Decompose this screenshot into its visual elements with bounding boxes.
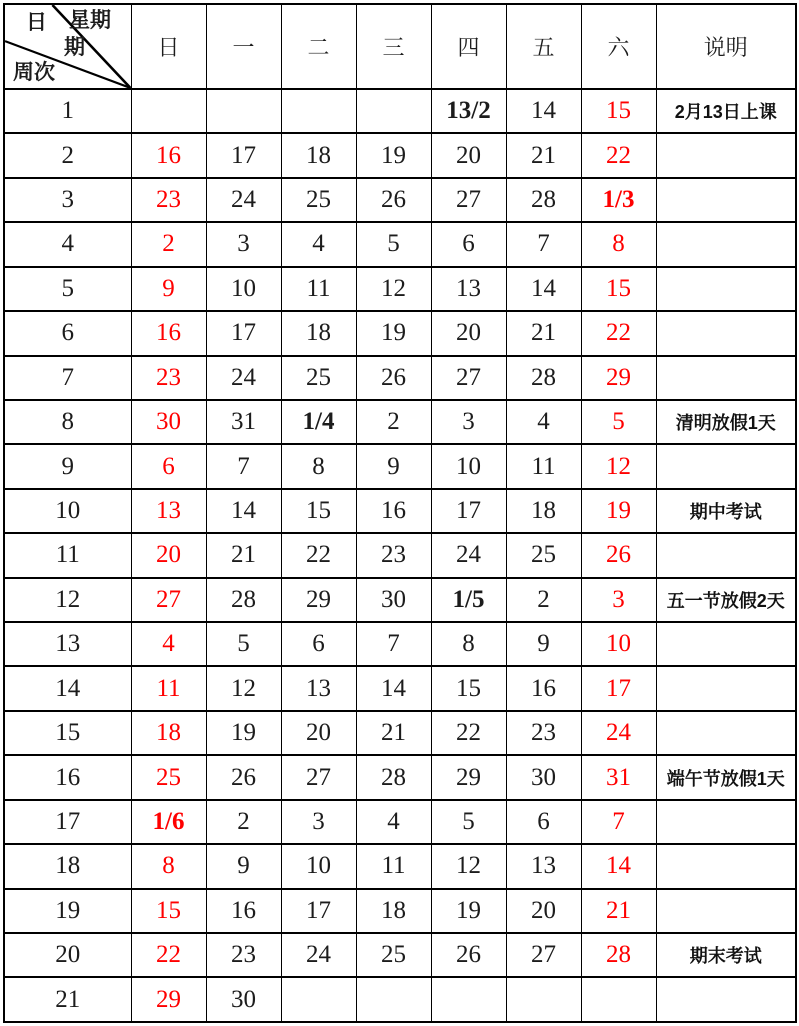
day-cell: 4 [131, 622, 206, 666]
day-cell: 8 [431, 622, 506, 666]
note-cell [656, 800, 796, 844]
day-cell: 22 [581, 133, 656, 177]
day-cell: 6 [131, 444, 206, 488]
week-number-cell: 8 [4, 400, 131, 444]
day-cell: 15 [131, 889, 206, 933]
week-number-cell: 21 [4, 977, 131, 1022]
day-cell: 18 [356, 889, 431, 933]
corner-label-date-char2: 期 [64, 35, 85, 59]
day-cell: 18 [281, 133, 356, 177]
week-row [4, 666, 796, 710]
day-cell: 16 [131, 133, 206, 177]
day-cell: 28 [506, 356, 581, 400]
corner-header-cell [4, 4, 131, 89]
day-cell: 25 [131, 755, 206, 799]
day-cell: 14 [506, 89, 581, 133]
header-row [4, 4, 796, 89]
day-cell: 24 [581, 711, 656, 755]
day-cell: 20 [281, 711, 356, 755]
day-cell: 12 [356, 267, 431, 311]
day-cell [356, 89, 431, 133]
week-number-cell: 6 [4, 311, 131, 355]
day-cell: 19 [206, 711, 281, 755]
day-cell: 16 [131, 311, 206, 355]
day-cell: 3 [581, 578, 656, 622]
week-row [4, 844, 796, 888]
day-cell: 13 [131, 489, 206, 533]
day-cell: 7 [206, 444, 281, 488]
day-cell [281, 89, 356, 133]
day-cell [581, 977, 656, 1022]
day-cell: 17 [206, 311, 281, 355]
day-cell: 3 [431, 400, 506, 444]
note-cell [656, 533, 796, 577]
day-cell: 29 [431, 755, 506, 799]
note-cell [656, 356, 796, 400]
day-cell: 17 [281, 889, 356, 933]
week-row [4, 311, 796, 355]
day-cell: 12 [431, 844, 506, 888]
day-cell: 25 [281, 356, 356, 400]
note-cell [656, 311, 796, 355]
day-cell: 4 [281, 222, 356, 266]
corner-label-week: 周次 [13, 60, 55, 84]
week-row [4, 977, 796, 1022]
week-number-cell: 7 [4, 356, 131, 400]
note-cell [656, 666, 796, 710]
day-cell [356, 977, 431, 1022]
day-cell: 20 [431, 133, 506, 177]
calendar-body [4, 89, 796, 1022]
week-row [4, 711, 796, 755]
day-cell: 19 [431, 889, 506, 933]
week-number-cell: 11 [4, 533, 131, 577]
day-cell: 21 [206, 533, 281, 577]
header-day-sat: 六 [581, 4, 656, 89]
day-cell: 7 [581, 800, 656, 844]
day-cell: 17 [581, 666, 656, 710]
day-cell: 22 [431, 711, 506, 755]
day-cell: 23 [206, 933, 281, 977]
note-cell [656, 222, 796, 266]
day-cell [431, 977, 506, 1022]
week-row [4, 444, 796, 488]
day-cell: 23 [356, 533, 431, 577]
week-number-cell: 19 [4, 889, 131, 933]
day-cell: 13 [431, 267, 506, 311]
day-cell: 17 [206, 133, 281, 177]
day-cell: 13/2 [431, 89, 506, 133]
header-day-thu: 四 [431, 4, 506, 89]
day-cell: 6 [431, 222, 506, 266]
header-day-wed: 三 [356, 4, 431, 89]
week-row [4, 578, 796, 622]
day-cell: 30 [206, 977, 281, 1022]
day-cell: 10 [431, 444, 506, 488]
note-cell [656, 444, 796, 488]
note-cell: 五一节放假2天 [656, 578, 796, 622]
day-cell: 26 [206, 755, 281, 799]
day-cell: 28 [206, 578, 281, 622]
day-cell: 20 [131, 533, 206, 577]
day-cell: 20 [431, 311, 506, 355]
day-cell: 24 [206, 178, 281, 222]
week-row [4, 622, 796, 666]
week-number-cell: 14 [4, 666, 131, 710]
day-cell: 11 [356, 844, 431, 888]
week-row [4, 222, 796, 266]
day-cell: 15 [581, 89, 656, 133]
day-cell: 8 [581, 222, 656, 266]
week-row [4, 489, 796, 533]
day-cell: 26 [356, 356, 431, 400]
day-cell: 20 [506, 889, 581, 933]
day-cell: 1/3 [581, 178, 656, 222]
day-cell: 29 [581, 356, 656, 400]
corner-label-date-char1: 日 [26, 10, 47, 34]
day-cell [506, 977, 581, 1022]
day-cell: 8 [281, 444, 356, 488]
day-cell: 4 [506, 400, 581, 444]
week-number-cell: 12 [4, 578, 131, 622]
day-cell: 31 [206, 400, 281, 444]
day-cell: 9 [356, 444, 431, 488]
day-cell: 22 [281, 533, 356, 577]
day-cell: 12 [581, 444, 656, 488]
day-cell: 18 [506, 489, 581, 533]
day-cell: 10 [281, 844, 356, 888]
day-cell: 19 [356, 311, 431, 355]
day-cell: 12 [206, 666, 281, 710]
day-cell: 5 [206, 622, 281, 666]
school-calendar-table [3, 3, 797, 1023]
day-cell: 22 [581, 311, 656, 355]
header-day-fri: 五 [506, 4, 581, 89]
day-cell: 23 [506, 711, 581, 755]
corner-label-weekday: 星期 [69, 8, 111, 32]
day-cell: 24 [281, 933, 356, 977]
note-cell [656, 889, 796, 933]
week-number-cell: 4 [4, 222, 131, 266]
week-number-cell: 2 [4, 133, 131, 177]
week-number-cell: 3 [4, 178, 131, 222]
week-row [4, 133, 796, 177]
day-cell: 27 [281, 755, 356, 799]
day-cell: 3 [281, 800, 356, 844]
note-cell [656, 977, 796, 1022]
day-cell: 19 [581, 489, 656, 533]
week-row [4, 356, 796, 400]
day-cell: 18 [131, 711, 206, 755]
day-cell: 14 [206, 489, 281, 533]
note-cell: 端午节放假1天 [656, 755, 796, 799]
day-cell: 30 [356, 578, 431, 622]
day-cell: 10 [581, 622, 656, 666]
week-number-cell: 20 [4, 933, 131, 977]
day-cell: 31 [581, 755, 656, 799]
day-cell: 5 [581, 400, 656, 444]
day-cell: 7 [356, 622, 431, 666]
day-cell: 22 [131, 933, 206, 977]
day-cell: 1/4 [281, 400, 356, 444]
week-number-cell: 10 [4, 489, 131, 533]
day-cell: 14 [506, 267, 581, 311]
day-cell [206, 89, 281, 133]
day-cell: 27 [431, 178, 506, 222]
day-cell: 2 [506, 578, 581, 622]
note-cell: 期末考试 [656, 933, 796, 977]
day-cell: 28 [581, 933, 656, 977]
day-cell: 15 [281, 489, 356, 533]
week-row [4, 533, 796, 577]
week-number-cell: 18 [4, 844, 131, 888]
day-cell: 13 [281, 666, 356, 710]
day-cell: 29 [281, 578, 356, 622]
day-cell: 28 [356, 755, 431, 799]
week-number-cell: 16 [4, 755, 131, 799]
day-cell: 15 [581, 267, 656, 311]
day-cell: 25 [281, 178, 356, 222]
day-cell: 21 [581, 889, 656, 933]
week-number-cell: 13 [4, 622, 131, 666]
header-day-sun: 日 [131, 4, 206, 89]
day-cell: 25 [356, 933, 431, 977]
day-cell: 30 [506, 755, 581, 799]
week-row [4, 800, 796, 844]
day-cell: 24 [206, 356, 281, 400]
day-cell: 5 [431, 800, 506, 844]
day-cell: 23 [131, 178, 206, 222]
week-row [4, 755, 796, 799]
day-cell: 2 [206, 800, 281, 844]
day-cell: 9 [506, 622, 581, 666]
note-cell [656, 622, 796, 666]
note-cell [656, 133, 796, 177]
day-cell: 9 [206, 844, 281, 888]
day-cell: 21 [356, 711, 431, 755]
day-cell: 16 [356, 489, 431, 533]
day-cell: 3 [206, 222, 281, 266]
day-cell: 10 [206, 267, 281, 311]
header-day-tue: 二 [281, 4, 356, 89]
day-cell: 21 [506, 311, 581, 355]
day-cell: 9 [131, 267, 206, 311]
day-cell: 6 [281, 622, 356, 666]
day-cell: 15 [431, 666, 506, 710]
day-cell: 21 [506, 133, 581, 177]
day-cell: 8 [131, 844, 206, 888]
day-cell: 27 [131, 578, 206, 622]
week-row [4, 889, 796, 933]
day-cell: 18 [281, 311, 356, 355]
note-cell: 清明放假1天 [656, 400, 796, 444]
week-row [4, 400, 796, 444]
week-row [4, 89, 796, 133]
note-cell: 2月13日上课 [656, 89, 796, 133]
day-cell: 26 [581, 533, 656, 577]
header-day-mon: 一 [206, 4, 281, 89]
day-cell: 30 [131, 400, 206, 444]
week-row [4, 933, 796, 977]
day-cell: 11 [281, 267, 356, 311]
note-cell [656, 178, 796, 222]
day-cell: 1/6 [131, 800, 206, 844]
day-cell: 16 [206, 889, 281, 933]
week-number-cell: 17 [4, 800, 131, 844]
day-cell [131, 89, 206, 133]
day-cell: 5 [356, 222, 431, 266]
note-cell: 期中考试 [656, 489, 796, 533]
week-number-cell: 5 [4, 267, 131, 311]
note-cell [656, 844, 796, 888]
day-cell: 2 [131, 222, 206, 266]
day-cell: 24 [431, 533, 506, 577]
day-cell: 26 [431, 933, 506, 977]
header-note: 说明 [656, 4, 796, 89]
day-cell: 13 [506, 844, 581, 888]
day-cell: 16 [506, 666, 581, 710]
day-cell: 19 [356, 133, 431, 177]
note-cell [656, 711, 796, 755]
day-cell: 27 [506, 933, 581, 977]
day-cell: 26 [356, 178, 431, 222]
week-number-cell: 1 [4, 89, 131, 133]
day-cell: 25 [506, 533, 581, 577]
day-cell: 1/5 [431, 578, 506, 622]
day-cell: 11 [131, 666, 206, 710]
day-cell: 23 [131, 356, 206, 400]
week-row [4, 178, 796, 222]
day-cell: 6 [506, 800, 581, 844]
day-cell: 14 [581, 844, 656, 888]
day-cell: 14 [356, 666, 431, 710]
day-cell: 29 [131, 977, 206, 1022]
day-cell: 4 [356, 800, 431, 844]
day-cell: 11 [506, 444, 581, 488]
day-cell: 7 [506, 222, 581, 266]
day-cell: 2 [356, 400, 431, 444]
week-number-cell: 9 [4, 444, 131, 488]
day-cell: 17 [431, 489, 506, 533]
note-cell [656, 267, 796, 311]
day-cell: 28 [506, 178, 581, 222]
week-row [4, 267, 796, 311]
day-cell [281, 977, 356, 1022]
week-number-cell: 15 [4, 711, 131, 755]
day-cell: 27 [431, 356, 506, 400]
